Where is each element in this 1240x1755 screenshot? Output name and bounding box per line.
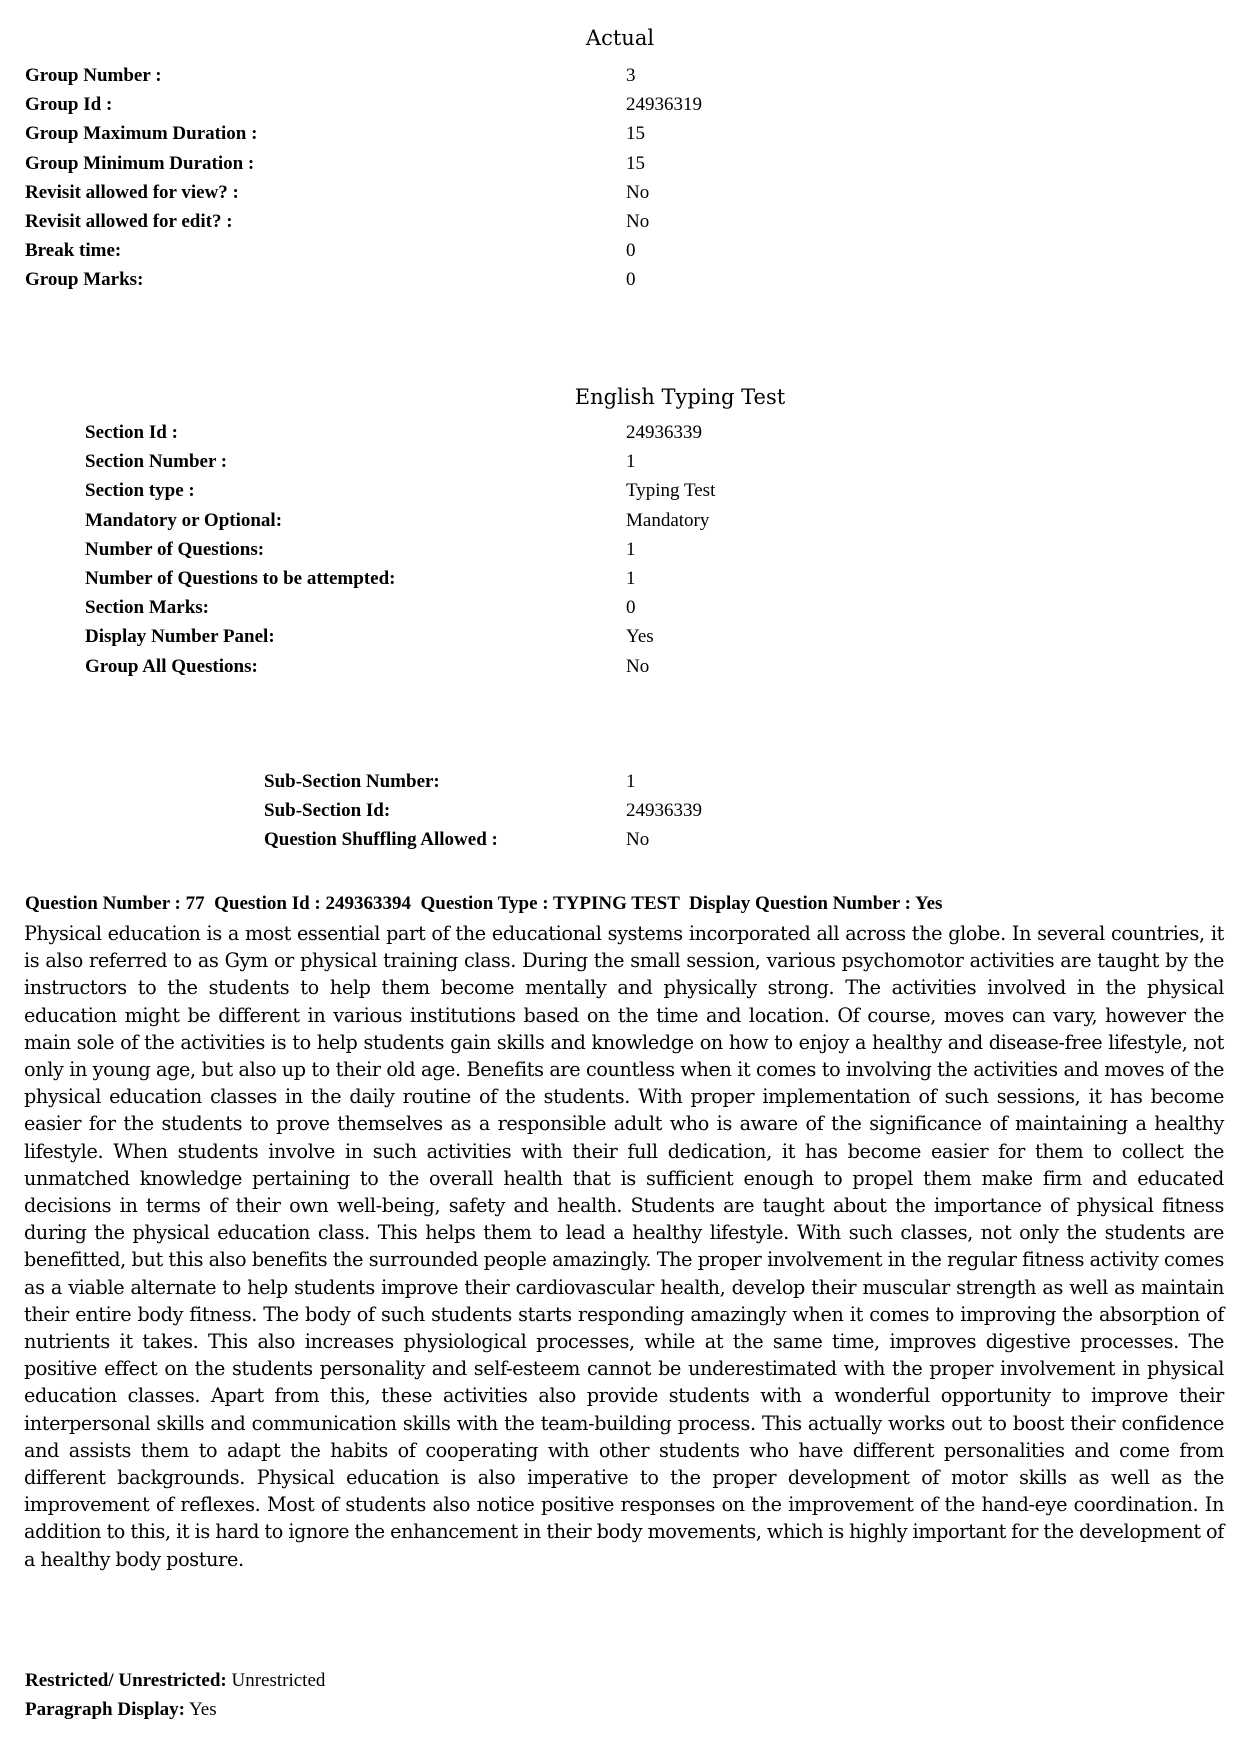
- restricted-label: Restricted/ Unrestricted:: [25, 1670, 227, 1691]
- detail-row: [85, 506, 1205, 535]
- detail-value: 0: [626, 597, 636, 619]
- detail-label: Section Id :: [85, 422, 178, 443]
- detail-value: 0: [626, 269, 636, 291]
- question-header: Question Number : 77 Question Id : 249363394 Question Type : TYPING TEST Display Question Number : Yes: [25, 893, 943, 914]
- detail-value: 1: [626, 567, 636, 589]
- detail-value: 1: [626, 771, 636, 792]
- detail-label: Section type :: [85, 480, 195, 502]
- detail-row: [264, 796, 1204, 825]
- typing-passage: Physical education is a most essential part of the educational systems incorporated all across the globe. In several countries, it is also referred to as Gym or physical training class. During the small session, various psychomotor activities are taught by the instructors to the students to help them become mentally and physically strong. The activities involved in the physical education might be different in various institutions based on the time and location. Of course, moves can vary, however the main sole of the activities is to help students gain skills and knowledge on how to enjoy a healthy and disease-free lifestyle, not only in young age, but also up to their old age. Benefits are countless when it comes to involving the activities and moves of the physical education classes in the daily routine of the students. With proper implementation of such sessions, it has become easier for the students to prove themselves as a responsible adult who is aware of the significance of maintaining a healthy lifestyle. When students involve in such activities with their full dedication, it has become easier for them to collect the unmatched knowledge pertaining to the overall health that is sufficient enough to propel them make firm and educated decisions in terms of their own well-being, safety and health. Students are taught about the importance of physical fitness during the physical education class. This helps them to lead a healthy lifestyle. With such classes, not only the students are benefitted, but this also benefits the surrounded people amazingly. The proper involvement in the regular fitness activity comes as a viable alternate to help students improve their cardiovascular health, develop their muscular strength as well as maintain their entire body fitness. The body of such students starts responding amazingly when it comes to improving the absorption of nutrients it takes. This also increases physiological processes, while at the same time, improves digestive processes. The positive effect on the students personality and self-esteem cannot be underestimated with the proper involvement in physical education classes. Apart from this, these activities also provide students with a wonderful opportunity to improve their interpersonal skills and communication skills with the team-building process. This actually works out to boost their confidence and assists them to adapt the habits of cooperating with other students who have different personalities and come from different backgrounds. Physical education is also imperative to the proper development of motor skills as well as the improvement of reflexes. Most of students also notice positive responses on the improvement of the hand-eye coordination. In addition to this, it is hard to ignore the enhancement in their body movements, which is highly important for the development of a healthy body posture.: [24, 922, 1224, 1571]
- detail-row: [85, 652, 1205, 681]
- detail-row: [25, 119, 1205, 148]
- detail-row: [264, 825, 1204, 854]
- detail-row: [25, 265, 1205, 294]
- detail-value: Mandatory: [626, 509, 710, 531]
- detail-label: Break time:: [25, 240, 122, 262]
- detail-row: [25, 90, 1205, 119]
- detail-value: 24936319: [626, 94, 702, 116]
- detail-value: No: [626, 210, 650, 232]
- detail-row: [25, 149, 1205, 178]
- detail-value: 15: [626, 152, 645, 174]
- detail-row: [264, 767, 1204, 796]
- detail-row: [85, 622, 1205, 651]
- detail-label: Group Minimum Duration :: [25, 152, 255, 174]
- paragraph-display-value: Yes: [188, 1699, 217, 1720]
- detail-label: Group Id :: [25, 94, 113, 116]
- detail-label: Group Number :: [25, 65, 162, 86]
- detail-label: Number of Questions:: [85, 538, 265, 560]
- detail-label: Display Number Panel:: [85, 626, 275, 648]
- detail-row: [25, 236, 1205, 265]
- detail-row: [85, 593, 1205, 622]
- detail-label: Section Marks:: [85, 597, 210, 619]
- subsection-details: [264, 767, 1204, 855]
- detail-value: No: [626, 829, 650, 851]
- detail-label: Sub-Section Number:: [264, 771, 440, 792]
- detail-label: Revisit allowed for view? :: [25, 181, 239, 203]
- paragraph-display-field: [25, 1699, 217, 1721]
- detail-label: Question Shuffling Allowed :: [264, 829, 498, 851]
- detail-label: Sub-Section Id:: [264, 800, 391, 822]
- detail-value: 0: [626, 240, 636, 262]
- detail-row: [85, 535, 1205, 564]
- group-heading: Actual: [585, 26, 655, 50]
- detail-label: Group Marks:: [25, 269, 144, 291]
- detail-row: [85, 447, 1205, 476]
- detail-value: 24936339: [626, 800, 702, 822]
- detail-value: 24936339: [626, 422, 702, 443]
- restricted-value: Unrestricted: [231, 1670, 326, 1691]
- detail-row: [25, 207, 1205, 236]
- detail-label: Number of Questions to be attempted:: [85, 567, 396, 589]
- restricted-field: [25, 1670, 325, 1692]
- detail-value: No: [626, 181, 650, 203]
- paragraph-display-label: Paragraph Display:: [25, 1699, 185, 1720]
- detail-value: 1: [626, 538, 636, 560]
- detail-value: Yes: [626, 626, 654, 648]
- detail-row: [85, 476, 1205, 505]
- detail-value: 3: [626, 65, 636, 86]
- detail-value: 15: [626, 123, 645, 145]
- detail-label: Mandatory or Optional:: [85, 509, 283, 531]
- detail-row: [25, 178, 1205, 207]
- section-details: [85, 418, 1205, 681]
- detail-row: [85, 564, 1205, 593]
- detail-label: Section Number :: [85, 451, 228, 473]
- detail-row: [85, 418, 1205, 447]
- detail-label: Group All Questions:: [85, 655, 258, 677]
- detail-value: Typing Test: [626, 480, 716, 502]
- detail-label: Revisit allowed for edit? :: [25, 210, 233, 232]
- detail-label: Group Maximum Duration :: [25, 123, 258, 145]
- detail-row: [25, 61, 1205, 90]
- detail-value: No: [626, 655, 650, 677]
- group-details: [25, 61, 1205, 295]
- detail-value: 1: [626, 451, 636, 473]
- section-heading: English Typing Test: [574, 385, 786, 409]
